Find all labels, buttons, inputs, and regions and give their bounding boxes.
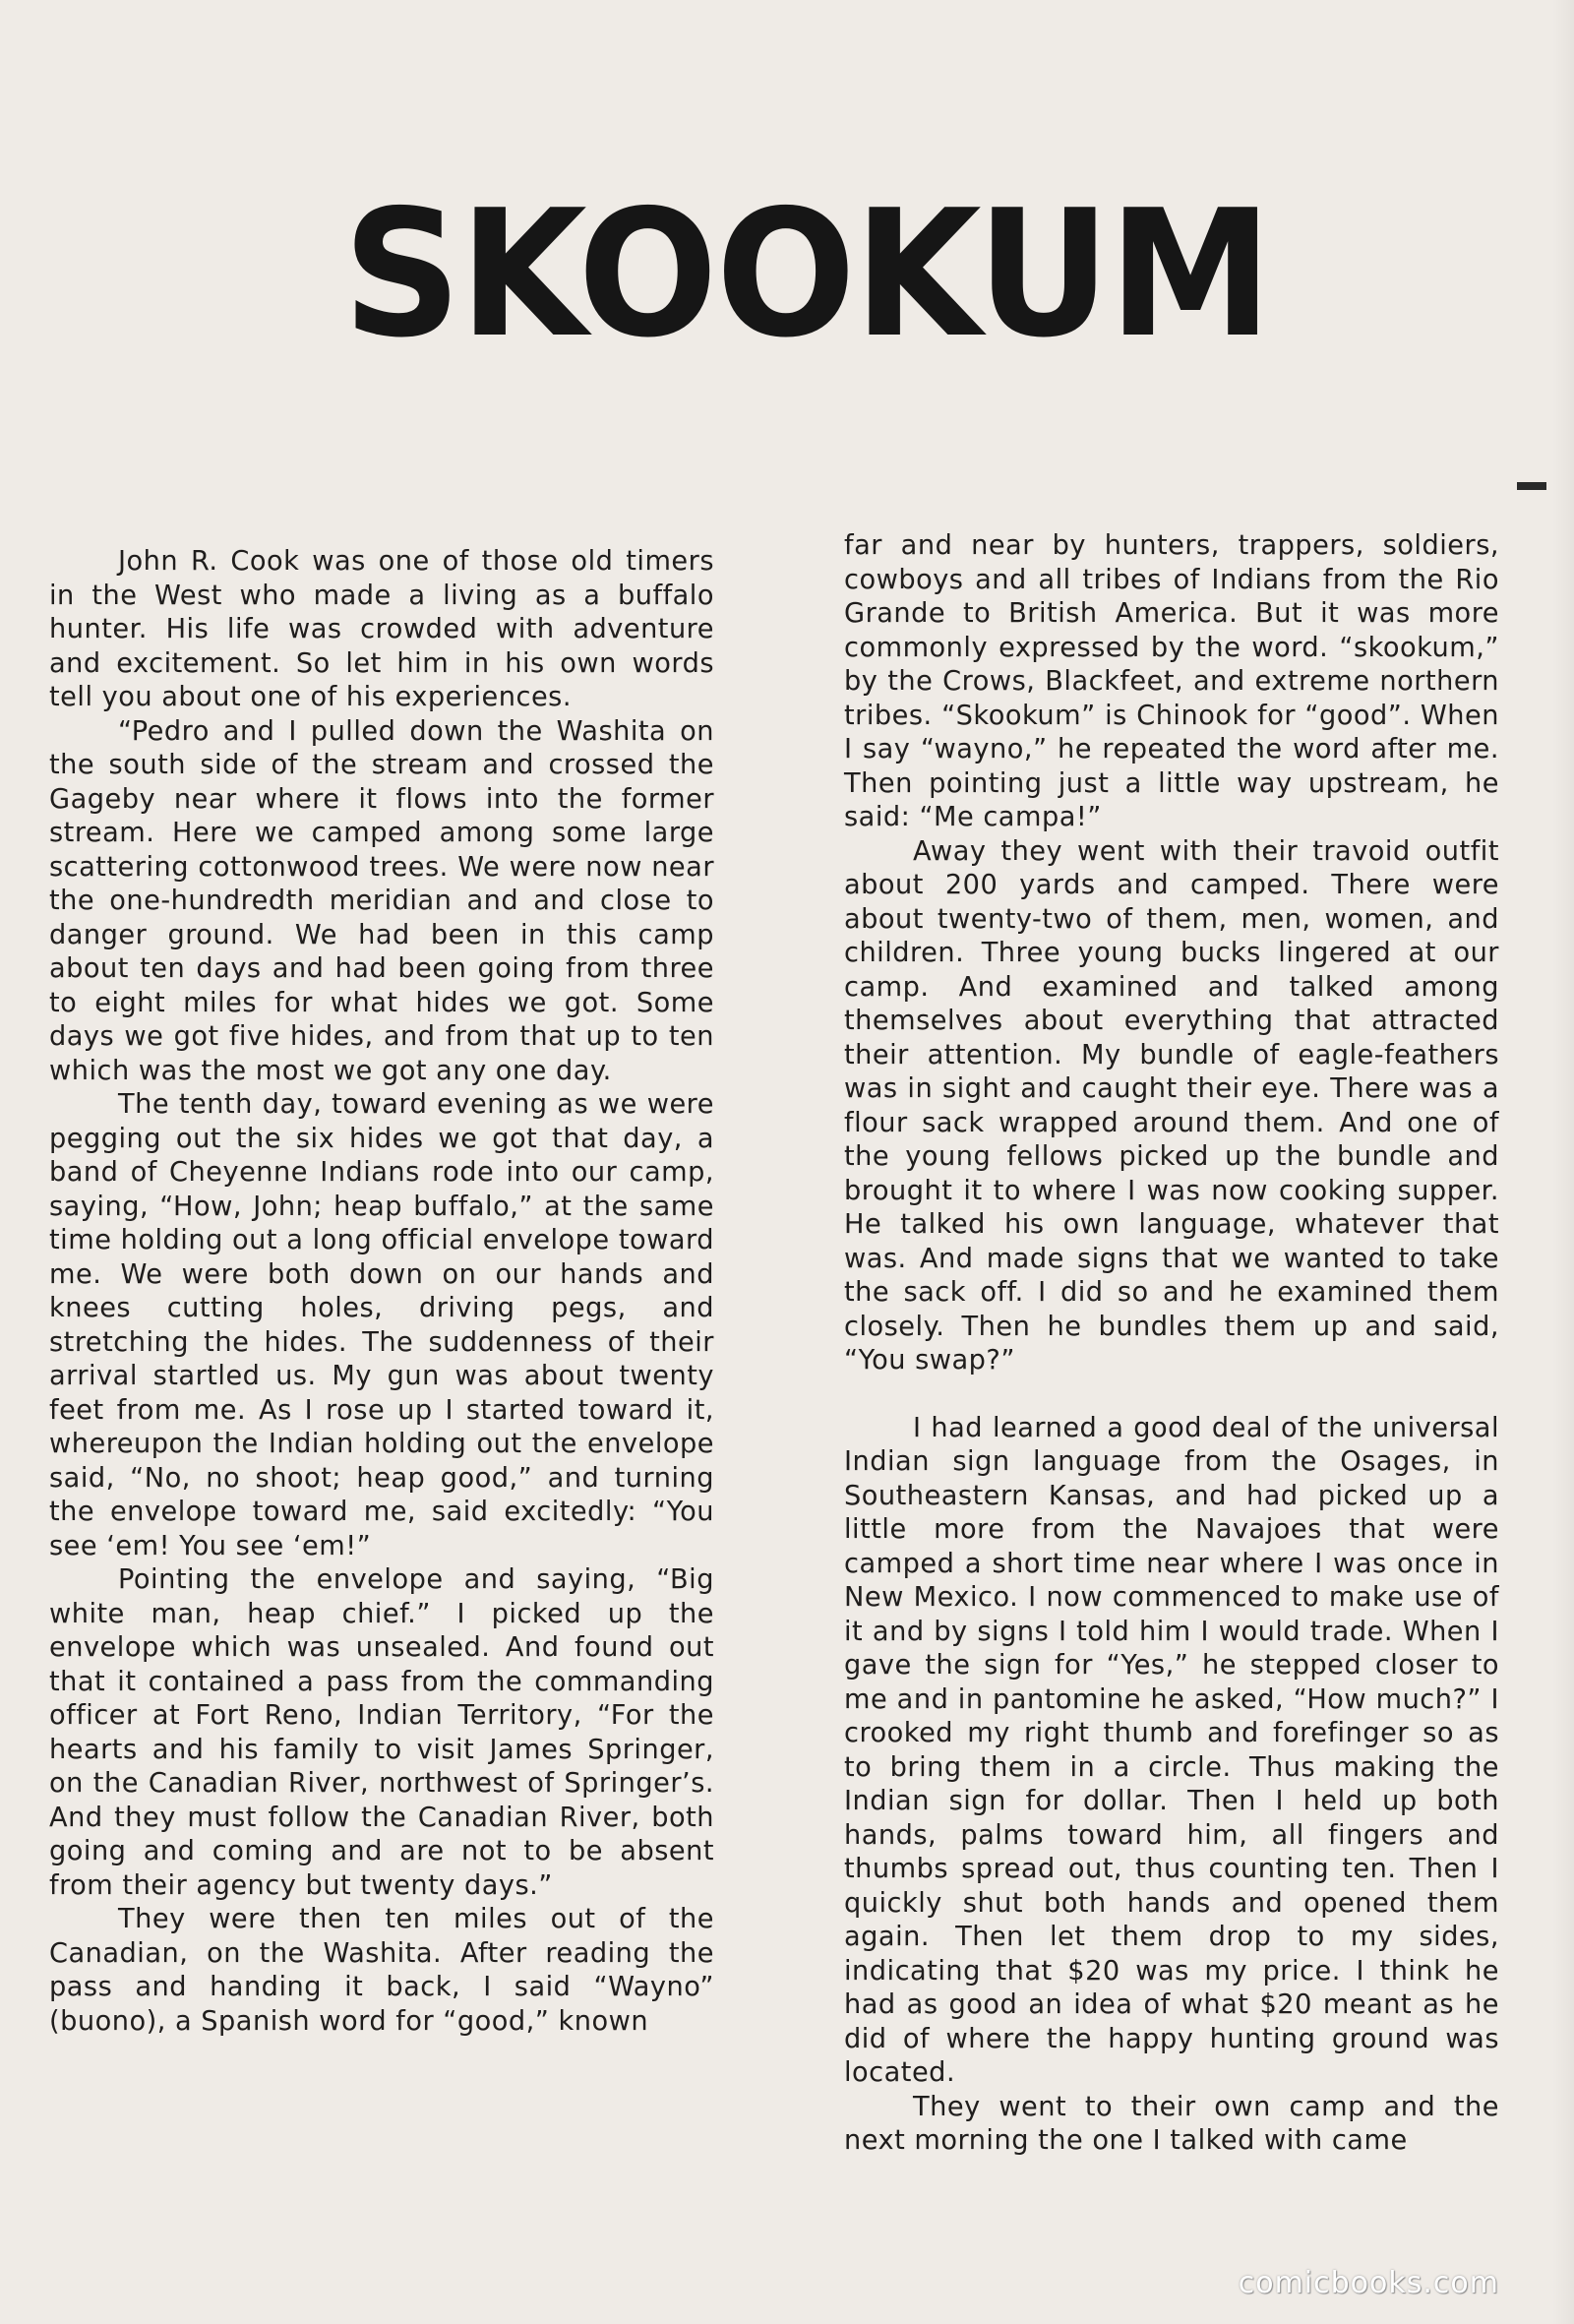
page-edge-shadow bbox=[1552, 0, 1574, 2324]
paragraph: Pointing the envelope and saying, “Big white man, heap chief.” I picked up the envelope which was unsealed. And found out that it contained a pass from the commanding officer at Fort Reno, Indian Territory, “For the hearts and his family to visit James Springer, on the Canadian River, northwest of Springer’s. And they must follow the Canadian River, both going and coming and are not to be absent from their agency but twenty days.” bbox=[49, 1564, 714, 1901]
watermark: comicbooks.com bbox=[1238, 2266, 1499, 2300]
page-corner-mark bbox=[1517, 482, 1546, 490]
paragraph: They were then ten miles out of the Canadian, on the Washita. After reading the pass and handing it back, I said “Wayno” (buono), a Spanish word for “good,” known bbox=[49, 1904, 714, 2037]
paragraph: They went to their own camp and the next morning the one I talked with came bbox=[844, 2091, 1499, 2156]
article-title: SKOOKUM bbox=[342, 172, 1271, 376]
paragraph: Away they went with their travoid outfit about 200 yards and camped. There were about twenty-two of them, men, women, and children. Three young bucks lingered at our camp. And examined and talked among themselves about everything that attracted their attention. My bundle of eagle-feathers was in sight and caught their eye. There was a flour sack wrapped around them. And one of the young fellows picked up the bundle and brought it to where I was now cooking supper. He talked his own language, whatever that was. And made signs that we wanted to take the sack off. I did so and he examined them closely. Then he bundles them up and said, “You swap?” bbox=[844, 835, 1499, 1376]
paragraph: I had learned a good deal of the universal Indian sign language from the Osages, in Southeastern Kansas, and had picked up a little more from the Navajoes that were camped a short time near where I was once in New Mexico. I now commenced to make use of it and by signs I told him I would trade. When I gave the sign for “Yes,” he stepped closer to me and in pantomine he asked, “How much?” I crooked my right thumb and forefinger so as to bring them in a circle. Thus making the Indian sign for dollar. Then I held up both hands, palms toward him, all fingers and thumbs spread out, thus counting ten. Then I quickly shut both hands and opened them again. Then let them drop to my sides, indicating that $20 was my price. I think he had as good an idea of what $20 meant as he did of where the happy hunting ground was located. bbox=[844, 1412, 1499, 2088]
paragraph: John R. Cook was one of those old timers in the West who made a living as a buffalo hunter. His life was crowded with adventure and excitement. So let him in his own words tell you about one of his experiences. bbox=[49, 546, 714, 712]
right-column bbox=[844, 529, 1499, 2159]
paragraph: “Pedro and I pulled down the Washita on the south side of the stream and crossed the Gageby near where it flows into the former stream. Here we camped among some large scattering cottonwood trees. We were now near the one-hundredth meridian and and close to danger ground. We had been in this camp about ten days and had been going from three to eight miles for what hides we got. Some days we got five hides, and from that up to ten which was the most we got any one day. bbox=[49, 715, 714, 1086]
paragraph: far and near by hunters, trappers, soldiers, cowboys and all tribes of Indians from the Rio Grande to British America. But it was more commonly expressed by the word. “skookum,” by the Crows, Blackfeet, and extreme northern tribes. “Skookum” is Chinook for “good”. When I say “wayno,” he repeated the word after me. Then pointing just a little way upstream, he said: “Me campa!” bbox=[844, 530, 1499, 832]
paragraph: The tenth day, toward evening as we were pegging out the six hides we got that day, a band of Cheyenne Indians rode into our camp, saying, “How, John; heap buffalo,” at the same time holding out a long official envelope toward me. We were both down on our hands and knees cutting holes, driving pegs, and stretching the hides. The suddenness of their arrival startled us. My gun was about twenty feet from me. As I rose up I started toward it, whereupon the Indian holding out the envelope said, “No, no shoot; heap good,” and turning the envelope toward me, said excitedly: “You see ‘em! You see ‘em!” bbox=[49, 1089, 714, 1561]
left-column bbox=[49, 545, 714, 2039]
